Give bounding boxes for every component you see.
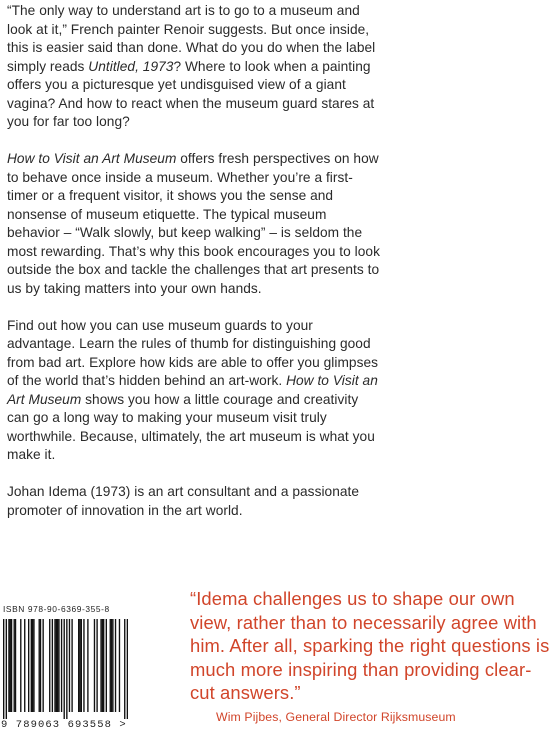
barcode-bar	[96, 619, 97, 712]
barcode-bar	[56, 619, 57, 712]
barcode-bar	[24, 619, 25, 712]
blurb-paragraph-3	[7, 317, 382, 465]
barcode-bar	[8, 619, 9, 712]
barcode-bar	[103, 619, 104, 712]
barcode-bar	[32, 619, 33, 712]
barcode-bar	[119, 619, 120, 712]
barcode-bar	[33, 619, 34, 712]
barcode-bar	[11, 619, 12, 712]
isbn-label: ISBN 978-90-6369-355-8	[3, 604, 110, 614]
blurb-paragraph-2	[7, 150, 382, 298]
text-run: Johan Idema (1973) is an art consultant and a passionate promoter of innovation in the art world.	[7, 484, 360, 518]
barcode-bar	[40, 619, 41, 712]
barcode-digits: 9 789063 693558 >	[1, 719, 127, 731]
barcode-bar	[81, 619, 82, 712]
barcode-bar	[58, 619, 59, 712]
quote-attribution: Wim Pijbes, General Director Rijksmuseum	[216, 710, 456, 724]
text-run: Find out how you can use museum guards to your advantage. Learn the rules of thumb for distinguishing good from bad art. Explore how kids are able to offer you glimpses of the world that’s hidden behind an art-work.	[7, 317, 379, 388]
barcode-bar	[54, 619, 55, 712]
barcode-bar	[14, 619, 15, 712]
author-bio	[7, 483, 382, 520]
barcode-bar	[111, 619, 112, 712]
text-run: ? Where to look when a painting offers you a picturesque yet undisguised view of a giant vagina? And how to react when the museum guard stares at you for far too long?	[7, 58, 375, 129]
barcode-bar	[6, 619, 7, 719]
barcode-bar	[64, 619, 65, 719]
barcode-bar	[69, 619, 70, 712]
barcode-bar	[83, 619, 84, 712]
barcode-bar	[61, 619, 62, 712]
text-run: offers fresh perspectives on how to behave once inside a museum. Whether you’re a first-timer or a frequent visitor, it shows you the sense and nonsense of museum etiquette. The typical museum behavior – “Walk slowly, but keep walking” – is seldom the most rewarding. That’s why this book encourages you to look outside the box and tackle the challenges that art presents to us by taking matters into your own hands.	[7, 151, 380, 296]
barcode-bar	[124, 619, 125, 719]
barcode-bar	[39, 619, 40, 712]
barcode-bar	[79, 619, 80, 712]
barcode-bar	[20, 619, 21, 712]
barcode-bar	[106, 619, 107, 712]
barcode-bar	[3, 619, 4, 719]
barcode-bar	[87, 619, 88, 712]
endorsement-quote: “Idema challenges us to shape our own view, rather than to necessarily agree with him. After all, sparking the right questions is much more inspiring than providing clear-cut answers.”	[190, 588, 550, 703]
barcode-bar	[10, 619, 11, 712]
barcode-bar	[71, 619, 72, 712]
barcode-bar	[100, 619, 101, 712]
book-title-italic: How to Visit an Art Museum	[7, 151, 177, 166]
blurb-paragraph-1	[7, 2, 382, 132]
barcode-bar	[49, 619, 50, 712]
barcode-bar	[94, 619, 95, 712]
barcode-bar	[15, 619, 16, 712]
barcode	[3, 619, 128, 719]
blurb-text	[7, 2, 382, 520]
barcode-bar	[102, 619, 103, 712]
text-run: shows you how a little courage and creativity can go a long way to making your museum visit truly worthwhile. Because, ultimately, the art museum is what you make it.	[7, 391, 375, 462]
barcode-bar	[78, 619, 79, 712]
barcode-bar	[115, 619, 116, 712]
barcode-bar	[112, 619, 113, 712]
barcode-bar	[28, 619, 29, 712]
book-title-italic: Untitled, 1973	[88, 58, 174, 74]
barcode-bar	[127, 619, 128, 719]
barcode-bar	[110, 619, 111, 712]
barcode-bar	[52, 619, 53, 712]
barcode-bar	[31, 619, 32, 712]
book-title-italic: How to Visit an Art Museum	[7, 373, 378, 407]
text-run: “The only way to understand art is to go to a museum and look at it,” French painter Renoir suggests. But once inside, this is easier said than done. What do you do when the label simply reads	[7, 3, 376, 74]
barcode-bar	[42, 619, 43, 712]
barcode-bar	[57, 619, 58, 712]
barcode-bar	[66, 619, 67, 719]
